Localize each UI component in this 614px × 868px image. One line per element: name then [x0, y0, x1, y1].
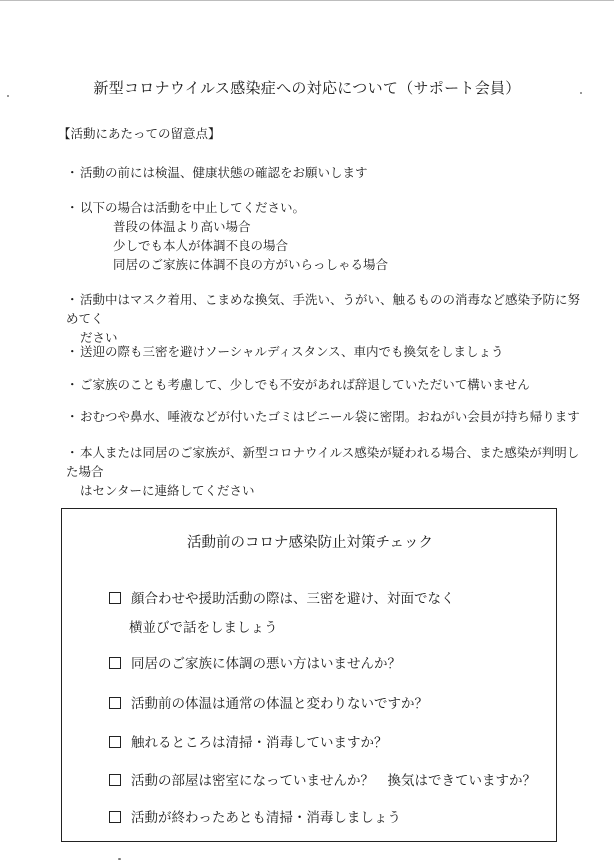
note-item: [66, 443, 591, 500]
checklist-item: [109, 587, 539, 641]
notes-heading: 【活動にあたっての留意点】: [58, 126, 221, 141]
note-text-continued: ださい: [80, 330, 118, 345]
note-item: [66, 163, 591, 182]
note-item: [66, 375, 591, 394]
scan-speck: [580, 92, 582, 94]
checklist-item-text: 活動の部屋は密室になっていませんか？ 換気はできていますか？: [131, 773, 536, 789]
checkbox-icon[interactable]: [109, 774, 121, 786]
note-text: 活動中はマスク着用、こまめな換気、手洗い、うがい、触るものの消毒など感染予防に努めてく: [66, 292, 581, 326]
checklist-item: [109, 806, 539, 831]
checkbox-icon[interactable]: [109, 592, 121, 604]
note-text: おむつや鼻水、唾液などが付いたゴミはビニール袋に密閉。おねがい会員が持ち帰ります: [80, 409, 580, 424]
stop-condition-item: 普段の体温より高い場合: [113, 219, 251, 234]
note-text: 送迎の際も三密を避けソーシャルディスタンス、車内でも換気をしましょう: [80, 344, 504, 359]
checkbox-icon[interactable]: [109, 811, 121, 823]
note-bullet: ・: [66, 344, 79, 359]
scan-speck: [7, 95, 9, 97]
checkbox-icon[interactable]: [109, 697, 121, 709]
note-text: 活動の前には検温、健康状態の確認をお願いします: [80, 165, 368, 180]
note-bullet: ・: [66, 165, 79, 180]
checklist-item: [109, 652, 539, 677]
checklist-item-text: 活動前の体温は通常の体温と変わりないですか？: [131, 696, 428, 712]
checklist-item-text-continued: 横並びで話をしましょう: [129, 620, 278, 636]
note-bullet: ・: [66, 200, 79, 215]
checklist-item-text: 活動が終わったあとも清掃・消毒しましょう: [131, 810, 401, 826]
note-text-continued: はセンターに連絡してください: [80, 483, 255, 498]
top-rule: [0, 0, 614, 1]
note-bullet: ・: [66, 377, 79, 392]
checklist-item-text: 同居のご家族に体調の悪い方はいませんか？: [131, 656, 401, 672]
note-item: [66, 407, 591, 426]
note-text: ご家族のことも考慮して、少しでも不安があれば辞退していただいて構いません: [80, 377, 530, 392]
note-bullet: ・: [66, 445, 79, 460]
checklist-title: 活動前のコロナ感染防止対策チェック: [186, 535, 434, 551]
checklist-item: [109, 692, 539, 717]
note-text: 本人または同居のご家族が、新型コロナウイルス感染が疑われる場合、また感染が判明した場合: [66, 445, 580, 479]
checkbox-icon[interactable]: [109, 657, 121, 669]
scan-speck: [118, 858, 121, 860]
checkbox-icon[interactable]: [109, 736, 121, 748]
note-bullet: ・: [66, 292, 79, 307]
note-item: [66, 342, 591, 361]
note-text: 以下の場合は活動を中止してください。: [80, 200, 306, 215]
note-bullet: ・: [66, 409, 79, 424]
stop-condition-item: 少しでも本人が体調不良の場合: [113, 238, 289, 253]
checklist-item: [109, 769, 539, 794]
page-title: 新型コロナウイルス感染症への対応について（サポート会員）: [93, 79, 521, 97]
checklist-box: [61, 508, 557, 842]
note-item: [66, 198, 591, 217]
stop-condition-item: 同居のご家族に体調不良の方がいらっしゃる場合: [113, 257, 389, 272]
checklist-item: [109, 731, 539, 756]
checklist-item-text: 触れるところは清掃・消毒していますか？: [131, 735, 388, 751]
checklist-item-text: 顔合わせや援助活動の際は、三密を避け、対面でなく: [131, 591, 455, 607]
note-item: [66, 290, 591, 347]
